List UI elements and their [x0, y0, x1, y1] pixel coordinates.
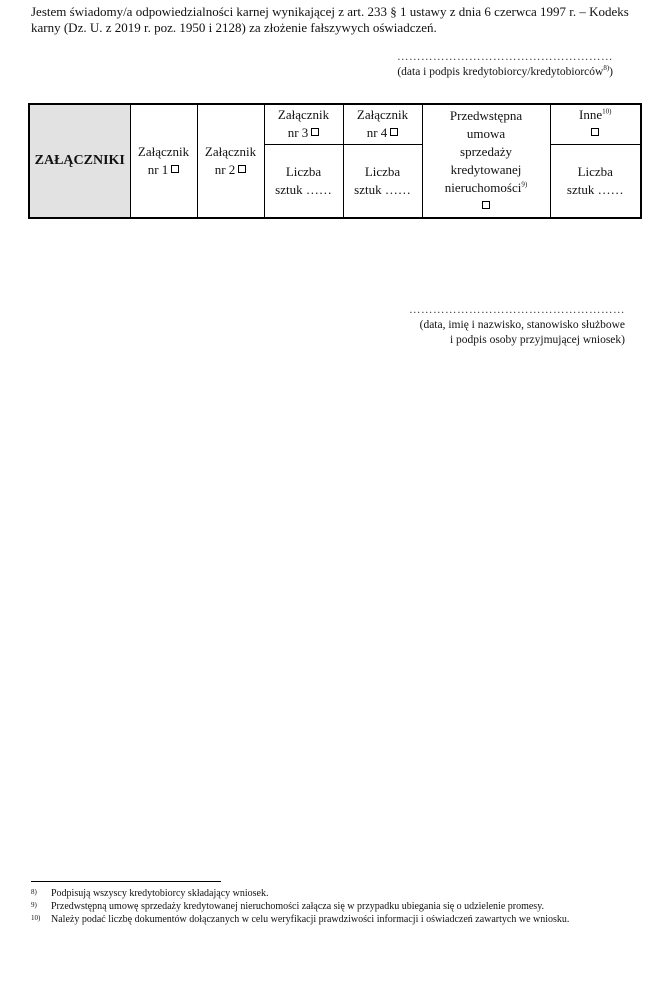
attachment-4-checkbox[interactable]: [390, 128, 398, 136]
footnote-ref-10: 10): [602, 107, 612, 116]
footnote-ref-9: 9): [521, 180, 528, 189]
footnote-8: [31, 888, 629, 900]
attachment-1-checkbox[interactable]: [171, 165, 179, 173]
footnote-text: Podpisują wszyscy kredytobiorcy składający wniosek.: [51, 888, 269, 899]
footnote-10: [31, 914, 629, 926]
officer-signature-block: [409, 303, 625, 348]
footnote-9: [31, 901, 629, 913]
officer-caption-line2: i podpis osoby przyjmującej wniosek): [449, 334, 625, 346]
attachments-table: [28, 103, 642, 219]
officer-signature-line[interactable]: ………………………………………………: [409, 304, 625, 316]
other-attachment-count-cell[interactable]: Liczba sztuk ……: [550, 144, 641, 218]
attachment-4-cell[interactable]: Załącznik nr 4: [343, 104, 422, 144]
other-attachment-cell[interactable]: Inne$^{10)}$: [550, 104, 641, 144]
attachments-header: ZAŁĄCZNIKI: [29, 104, 130, 218]
attachment-3-cell[interactable]: Załącznik nr 3: [264, 104, 343, 144]
preliminary-contract-cell[interactable]: Przedwstępna umowa sprzedaży kredytowanej nieruchomości$^{9)}$: [422, 104, 550, 218]
other-attachment-count-field[interactable]: sztuk ……: [566, 181, 624, 197]
footnote-text: Należy podać liczbę dokumentów dołączanych w celu weryfikacji prawdziwości informacji i oświadczeń zawartych we wniosku.: [51, 914, 570, 925]
footnote-number: 8): [31, 888, 37, 896]
preliminary-contract-checkbox[interactable]: [482, 201, 490, 209]
footnote-text: Przedwstępną umowę sprzedaży kredytowanej nieruchomości załącza się w przypadku ubiegania się o udzielenie promesy.: [51, 901, 545, 912]
footnote-number: 9): [31, 901, 37, 909]
footnotes: [31, 888, 629, 927]
footnote-number: 10): [31, 914, 41, 922]
declaration-text: Jestem świadomy/a odpowiedzialności karnej wynikającej z art. 233 § 1 ustawy z dnia 6 czerwca 1997 r. – Kodeks karny (Dz. U. z 2019 r. poz. 1950 i 2128) za złożenie fałszywych oświadczeń.: [31, 4, 629, 35]
attachment-1-cell[interactable]: Załącznik nr 1: [130, 104, 197, 218]
attachment-3-count-field[interactable]: sztuk ……: [275, 181, 332, 197]
attachment-4-count-field[interactable]: sztuk ……: [354, 181, 411, 197]
attachment-3-checkbox[interactable]: [311, 128, 319, 136]
borrower-signature-block: [397, 50, 613, 80]
criminal-liability-declaration: [31, 4, 641, 36]
attachment-3-count-cell[interactable]: Liczba sztuk ……: [264, 144, 343, 218]
attachment-4-count-cell[interactable]: Liczba sztuk ……: [343, 144, 422, 218]
footnote-ref-8: 8): [603, 64, 610, 73]
other-attachment-checkbox[interactable]: [591, 128, 599, 136]
officer-caption-line1: (data, imię i nazwisko, stanowisko służbowe: [419, 319, 625, 331]
footnote-divider: [31, 881, 221, 882]
borrower-signature-caption: (data i podpis kredytobiorcy/kredytobiorców$^{8)}$): [397, 64, 613, 78]
attachment-2-checkbox[interactable]: [238, 165, 246, 173]
attachment-2-cell[interactable]: Załącznik nr 2: [197, 104, 264, 218]
borrower-signature-line[interactable]: ………………………………………………: [397, 51, 613, 63]
